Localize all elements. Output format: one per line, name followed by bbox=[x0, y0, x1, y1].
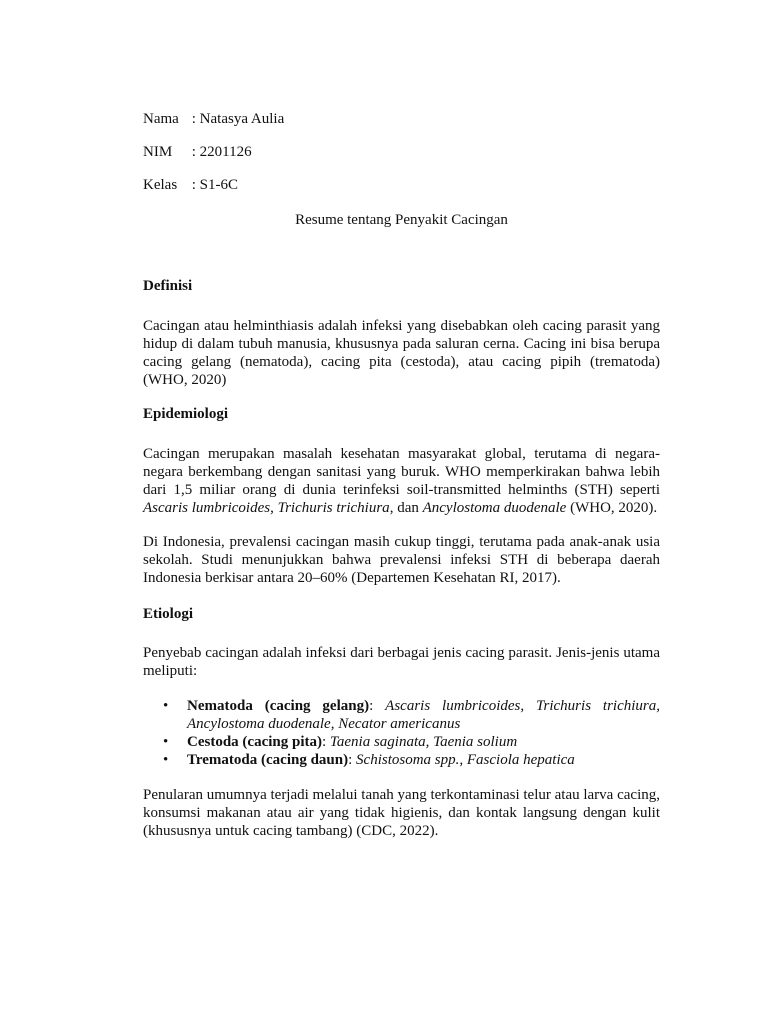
text-line bbox=[187, 715, 660, 733]
item-label: Trematoda (cacing daun) bbox=[187, 752, 349, 768]
bullet-icon: • bbox=[163, 734, 169, 750]
list-item bbox=[143, 751, 660, 769]
text-line: sekolah. Studi menunjukkan bahwa prevalensi infeksi STH di beberapa daerah bbox=[143, 552, 660, 568]
item-colon: : bbox=[322, 734, 330, 750]
text-line: (WHO, 2020) bbox=[143, 372, 227, 388]
separator: , dan bbox=[389, 500, 423, 516]
text-line: meliputi: bbox=[143, 663, 198, 679]
text-line: dari 1,5 miliar orang di dunia terinfeksi soil-transmitted helminths (STH) seperti bbox=[143, 482, 660, 498]
list-item bbox=[143, 697, 660, 733]
species-name: Schistosoma spp., Fasciola hepatica bbox=[356, 752, 575, 768]
text-line: cacing gelang (nematoda), cacing pita (cestoda), atau cacing pipih (trematoda) bbox=[143, 354, 660, 370]
species-name: Trichuris trichiura bbox=[277, 500, 390, 516]
citation: (WHO, 2020). bbox=[566, 500, 658, 516]
nim-value: : 2201126 bbox=[191, 144, 252, 160]
nim-label: NIM bbox=[143, 144, 173, 160]
text-line bbox=[187, 733, 660, 751]
item-label: Nematoda (cacing gelang) bbox=[187, 698, 370, 714]
document-title: Resume tentang Penyakit Cacingan bbox=[295, 212, 508, 228]
list-item bbox=[143, 733, 660, 751]
species-name: Ascaris lumbricoides, Trichuris trichiura, bbox=[385, 698, 660, 714]
text-line: Cacingan merupakan masalah kesehatan masyarakat global, terutama di negara- bbox=[143, 446, 660, 462]
text-line bbox=[143, 499, 660, 517]
nim-row bbox=[143, 143, 443, 161]
text-line: Cacingan atau helminthiasis adalah infeksi yang disebabkan oleh cacing parasit yang bbox=[143, 318, 660, 334]
text-line: Di Indonesia, prevalensi cacingan masih cukup tinggi, terutama pada anak-anak usia bbox=[143, 534, 660, 550]
species-name: Ancylostoma duodenale, Necator americanus bbox=[187, 716, 461, 732]
text-line: konsumsi makanan atau air yang tidak higienis, dan kontak langsung dengan kulit bbox=[143, 805, 660, 821]
species-name: Ascaris lumbricoides bbox=[143, 500, 271, 516]
bullet-icon: • bbox=[163, 698, 169, 714]
heading-definisi: Definisi bbox=[143, 278, 193, 294]
nama-label: Nama bbox=[143, 111, 179, 127]
paragraph-epidemiologi-1 bbox=[143, 445, 660, 517]
text-line: (khususnya untuk cacing tambang) (CDC, 2022). bbox=[143, 823, 439, 839]
text-line: negara berkembang dengan sanitasi yang buruk. WHO memperkirakan bahwa lebih bbox=[143, 464, 660, 480]
text-line: Indonesia berkisar antara 20–60% (Departemen Kesehatan RI, 2017). bbox=[143, 570, 561, 586]
heading-etiologi: Etiologi bbox=[143, 606, 194, 622]
text-line bbox=[187, 697, 660, 715]
kelas-row bbox=[143, 176, 443, 194]
separator: , bbox=[270, 500, 278, 516]
text-line bbox=[187, 751, 660, 769]
item-label: Cestoda (cacing pita) bbox=[187, 734, 322, 750]
text-line: Penularan umumnya terjadi melalui tanah yang terkontaminasi telur atau larva cacing, bbox=[143, 787, 660, 803]
nama-row bbox=[143, 110, 443, 128]
paragraph-etiologi-intro bbox=[143, 644, 660, 680]
paragraph-transmission bbox=[143, 786, 660, 840]
paragraph-epidemiologi-2 bbox=[143, 533, 660, 587]
nama-value: : Natasya Aulia bbox=[191, 111, 285, 127]
species-name: Ancylostoma duodenale bbox=[422, 500, 567, 516]
text-line: hidup di dalam tubuh manusia, khususnya pada saluran cerna. Cacing ini bisa berupa bbox=[143, 336, 660, 352]
kelas-value: : S1-6C bbox=[191, 177, 239, 193]
item-colon: : bbox=[348, 752, 357, 768]
kelas-label: Kelas bbox=[143, 177, 178, 193]
item-colon: : bbox=[369, 698, 386, 714]
text-line: Penyebab cacingan adalah infeksi dari berbagai jenis cacing parasit. Jenis-jenis utama bbox=[143, 645, 660, 661]
worm-types-list bbox=[143, 697, 660, 769]
species-name: Taenia saginata, Taenia solium bbox=[329, 734, 518, 750]
heading-epidemiologi: Epidemiologi bbox=[143, 406, 229, 422]
bullet-icon: • bbox=[163, 752, 169, 768]
paragraph-definisi bbox=[143, 317, 660, 389]
